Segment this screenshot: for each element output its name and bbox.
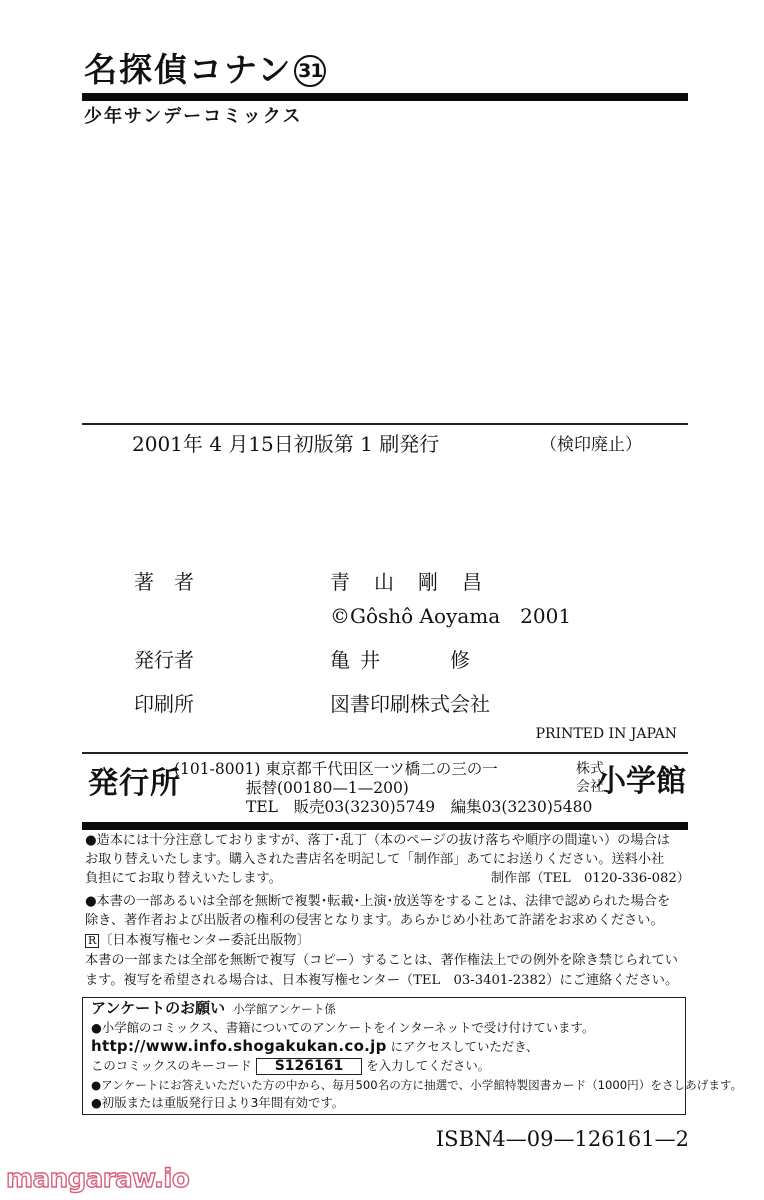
notice-line-2: お取り替えいたします。購入された書店名を明記して「制作部」あてにお送りください。送料小社 (85, 852, 665, 867)
stamp-note: （検印廃止） (540, 435, 642, 455)
survey-url-line (91, 1037, 538, 1056)
notice-line-6 (85, 932, 690, 951)
publisher-address: (101-8001) 東京都千代田区一ツ橋二の三の一 (174, 760, 498, 778)
notice-line-1: ●造本には十分注意しておりますが、落丁･乱丁（本のページの抜け落ちや順序の間違い）の場合は (85, 833, 670, 848)
publisher-transfer: 振替(00180—1—200) (246, 779, 409, 797)
production-dept-tel: 制作部（TEL 0120-336-082） (490, 871, 690, 886)
company-type-top: 株式 (576, 761, 604, 777)
publisher-person-name: 亀井 修 (330, 648, 480, 672)
survey-box (82, 997, 743, 1115)
publisher-rule (82, 822, 688, 830)
survey-url-link[interactable]: http://www.info.shogakukan.co.jp (91, 1037, 387, 1055)
keycode-suffix: を入力してください。 (366, 1058, 491, 1073)
author-label: 著 者 (134, 570, 194, 594)
printed-in-japan: PRINTED IN JAPAN (535, 726, 677, 742)
notice-line-4: ●本書の一部あるいは全部を無断で複製･転載･上演･放送等をすることは、法律で認められた場合を (85, 894, 671, 909)
publisher-tel: TEL 販売03(3230)5749 編集03(3230)5480 (246, 798, 593, 816)
publisher-label: 発行所 (88, 766, 181, 801)
publication-date: 2001年 4 月15日初版第 1 刷発行 (132, 432, 440, 456)
printer-name: 図書印刷株式会社 (330, 692, 490, 716)
notice-line-8: ます。複写を希望される場合は、日本複写権センター（TEL 03-3401-2382）にご連絡ください。 (85, 973, 679, 988)
survey-line-5: ●初版または重版発行日より3年間有効です。 (91, 1095, 345, 1110)
watermark: mangaraw.io (6, 1164, 190, 1194)
keycode-box: S126161 (256, 1058, 363, 1075)
survey-keycode-line (91, 1057, 490, 1075)
survey-line-1: ●小学館のコミックス、書籍についてのアンケートをインターネットで受け付けています。 (91, 1020, 595, 1035)
divider-publisher (82, 752, 688, 754)
header-rule (82, 93, 688, 101)
divider-top (82, 423, 688, 425)
survey-heading-text: アンケートのお願い (91, 999, 226, 1017)
notice-line-3 (85, 870, 690, 889)
company-type-bottom: 会社 (576, 779, 604, 795)
volume-number-badge: 31 (294, 55, 326, 87)
isbn: ISBN4—09—126161—2 (435, 1127, 689, 1151)
series-label: 少年サンデーコミックス (84, 106, 303, 127)
notice-line-5: 除き、著作者および出版者の権利の侵害となります。あらかじめ小社あて許諾をお求めください。 (85, 913, 664, 928)
printer-label: 印刷所 (134, 692, 194, 716)
title-text: 名探偵コナン (84, 50, 293, 89)
notice-line-7: 本書の一部または全部を無断で複写（コピー）することは、著作権法上での例外を除き禁じられてい (85, 953, 678, 968)
author-name: 青山剛昌 (330, 570, 506, 594)
survey-heading-sub: 小学館アンケート係 (233, 1002, 336, 1016)
copyright-center-label: 〔日本複写権センター委託出版物〕 (99, 933, 310, 948)
book-title (84, 50, 326, 90)
survey-url-suffix: にアクセスしていただき、 (386, 1039, 539, 1054)
survey-heading (91, 999, 336, 1018)
publisher-name: 小学館 (596, 764, 686, 799)
registered-mark-icon: R (85, 934, 99, 948)
survey-line-4: ●アンケートにお答えいただいた方の中から、毎月500名の方に抽選で、小学館特製図書カード（1000円）をさしあげます。 (91, 1078, 743, 1092)
notice-line-3-left: 負担にてお取り替えいたします。 (85, 871, 282, 886)
publisher-person-label: 発行者 (134, 648, 194, 672)
keycode-prefix: このコミックスのキーコード (91, 1058, 252, 1073)
copyright-line: ©Gôshô Aoyama 2001 (330, 604, 572, 628)
